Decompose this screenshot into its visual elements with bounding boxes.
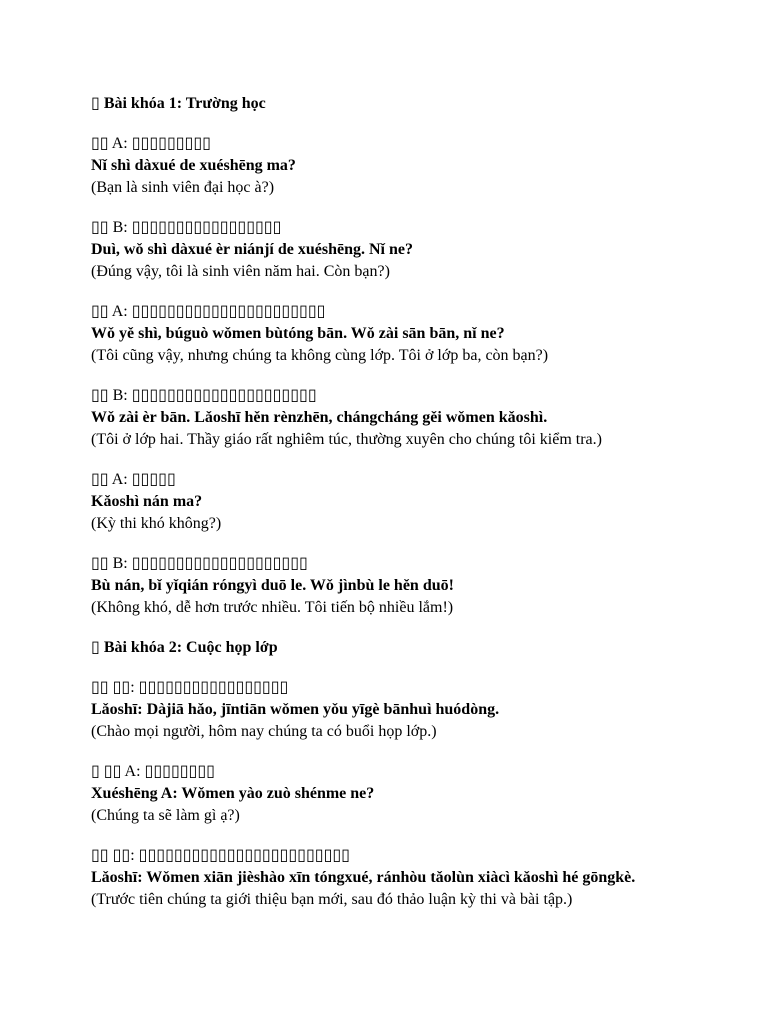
- dialogue-line: [91, 133, 691, 199]
- translation-line: (Chúng ta sẽ làm gì ạ?): [91, 807, 240, 824]
- translation-line: (Tôi cũng vậy, nhưng chúng ta không cùng lớp. Tôi ở lớp ba, còn bạn?): [91, 347, 549, 364]
- speaker-line: ▯▯ B: ▯▯▯▯▯▯▯▯▯▯▯▯▯▯▯▯▯▯▯▯▯: [91, 387, 317, 404]
- speaker-line: ▯ ▯▯ A: ▯▯▯▯▯▯▯▯: [91, 763, 215, 780]
- lesson-2-title: Bài khóa 2: Cuộc họp lớp: [103, 639, 278, 656]
- translation-line: (Trước tiên chúng ta giới thiệu bạn mới, sau đó thảo luận kỳ thi và bài tập.): [91, 891, 573, 908]
- pinyin-line: Xuéshēng A: Wǒmen yào zuò shénme ne?: [91, 785, 375, 802]
- translation-line: (Chào mọi người, hôm nay chúng ta có buổi họp lớp.): [91, 723, 437, 740]
- pinyin-line: Wǒ yě shì, búguò wǒmen bùtóng bān. Wǒ zài sān bān, nǐ ne?: [91, 325, 505, 342]
- dialogue-line: [91, 217, 691, 283]
- speaker-line: ▯▯ A: ▯▯▯▯▯: [91, 471, 176, 488]
- translation-line: (Bạn là sinh viên đại học à?): [91, 179, 275, 196]
- translation-line: (Tôi ở lớp hai. Thầy giáo rất nghiêm túc, thường xuyên cho chúng tôi kiểm tra.): [91, 431, 602, 448]
- pinyin-line: Bù nán, bǐ yǐqián róngyì duō le. Wǒ jìnbù le hěn duō!: [91, 577, 454, 594]
- pinyin-line: Nǐ shì dàxué de xuéshēng ma?: [91, 157, 296, 174]
- speaker-line: ▯▯ ▯▯: ▯▯▯▯▯▯▯▯▯▯▯▯▯▯▯▯▯: [91, 679, 289, 696]
- translation-line: (Không khó, dễ hơn trước nhiều. Tôi tiến bộ nhiều lắm!): [91, 599, 454, 616]
- translation-line: (Kỳ thi khó không?): [91, 515, 222, 532]
- translation-line: (Đúng vậy, tôi là sinh viên năm hai. Còn bạn?): [91, 263, 390, 280]
- pinyin-line: Lǎoshī: Dàjiā hǎo, jīntiān wǒmen yǒu yīgè bānhuì huódòng.: [91, 701, 500, 718]
- speaker-line: ▯▯ A: ▯▯▯▯▯▯▯▯▯▯▯▯▯▯▯▯▯▯▯▯▯▯: [91, 303, 326, 320]
- pinyin-line: Kǎoshì nán ma?: [91, 493, 203, 510]
- speaker-line: ▯▯ B: ▯▯▯▯▯▯▯▯▯▯▯▯▯▯▯▯▯▯▯▯: [91, 555, 308, 572]
- missing-glyph-icon: ▯: [91, 95, 100, 112]
- lesson-1-title: Bài khóa 1: Trường học: [103, 95, 266, 112]
- dialogue-line: [91, 553, 691, 619]
- pinyin-line: Lǎoshī: Wǒmen xiān jièshào xīn tóngxué, ránhòu tǎolùn xiàcì kǎoshì hé gōngkè.: [91, 869, 636, 886]
- speaker-line: ▯▯ B: ▯▯▯▯▯▯▯▯▯▯▯▯▯▯▯▯▯: [91, 219, 282, 236]
- dialogue-line: [91, 301, 691, 367]
- lesson-2-heading: [91, 637, 691, 659]
- speaker-line: ▯▯ A: ▯▯▯▯▯▯▯▯▯: [91, 135, 211, 152]
- document-content: [91, 93, 691, 911]
- dialogue-line: [91, 677, 691, 743]
- dialogue-line: [91, 469, 691, 535]
- dialogue-line: [91, 385, 691, 451]
- lesson-1-heading: [91, 93, 691, 115]
- speaker-line: ▯▯ ▯▯: ▯▯▯▯▯▯▯▯▯▯▯▯▯▯▯▯▯▯▯▯▯▯▯▯: [91, 847, 350, 864]
- pinyin-line: Wǒ zài èr bān. Lǎoshī hěn rènzhēn, chángcháng gěi wǒmen kǎoshì.: [91, 409, 548, 426]
- pinyin-line: Duì, wǒ shì dàxué èr niánjí de xuéshēng. Nǐ ne?: [91, 241, 413, 258]
- missing-glyph-icon: ▯: [91, 639, 100, 656]
- dialogue-line: [91, 845, 691, 911]
- dialogue-line: [91, 761, 691, 827]
